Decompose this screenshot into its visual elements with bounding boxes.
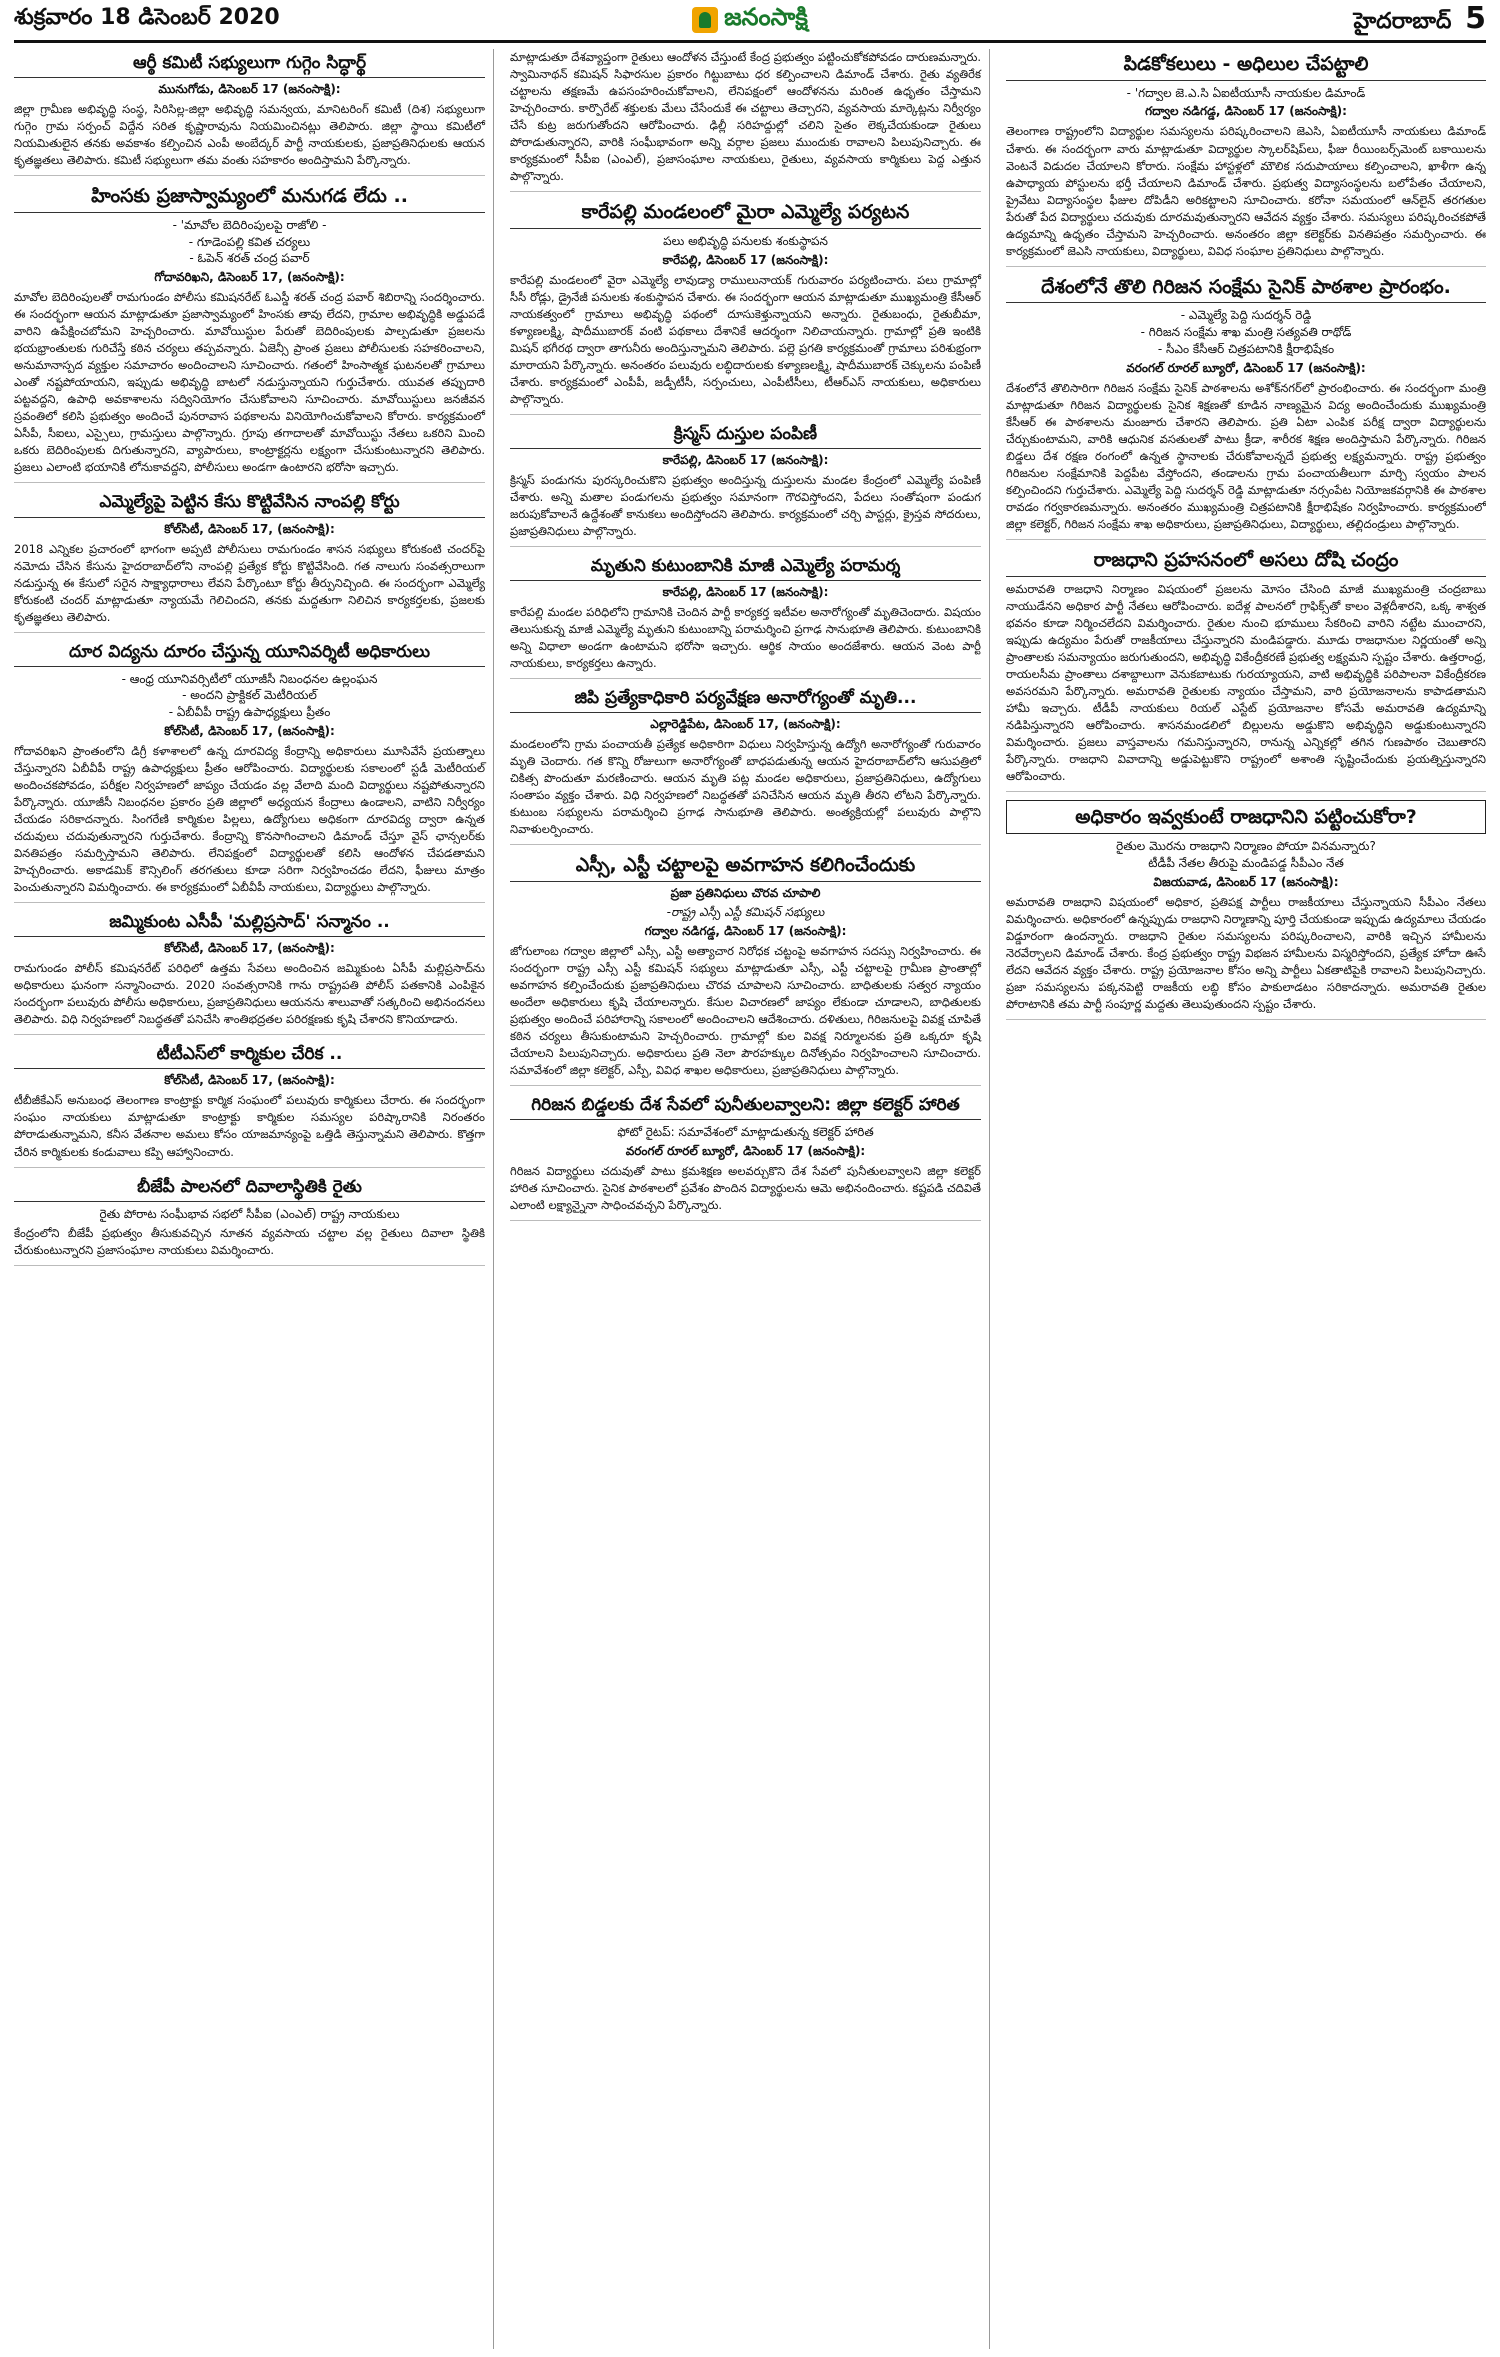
headline: టీటీఎస్‌లో కార్మికుల చేరిక .. xyxy=(14,1043,485,1069)
dateline: ఎల్లారెడ్డిపేట, డిసెంబర్ 17, (జనంసాక్షి): xyxy=(650,717,841,732)
dateline: మునుగోడు, డిసెంబర్ 17 (జనంసాక్షి): xyxy=(158,82,341,97)
article-acp-honour xyxy=(14,911,485,1035)
article-power-capital xyxy=(1006,800,1486,1020)
subhead: - 'మావోల బెదిరింపులపై రాజోలి - xyxy=(172,217,327,232)
dateline: కారేపల్లి, డిసెంబర్ 17 (జనంసాక్షి): xyxy=(662,452,829,467)
dateline: గద్వాల నడిగడ్డ, డిసెంబర్ 17 (జనంసాక్షి): xyxy=(644,923,847,938)
subheads xyxy=(14,217,485,267)
masthead xyxy=(14,0,1486,43)
issue-date: శుక్రవారం 18 డిసెంబర్ 2020 xyxy=(14,5,280,30)
article-body: మాట్లాడుతూ దేశవ్యాప్తంగా రైతులు ఆందోళన చేస్తుంటే కేంద్ర ప్రభుత్వం పట్టించుకోకపోవడం దారుణమన్నారు. స్వామినాథన్ కమిషన్ సిఫారసుల ప్రకారం గిట్టుబాటు ధర కల్పించాలని డిమాండ్ చేశారు. రైతు వ్యతిరేక చట్టాలను తక్షణమే ఉపసంహరించుకోవాలని, లేనిపక్షంలో ఆందోళనను మరింత ఉధృతం చేస్తామని హెచ్చరించారు. కార్పొరేట్ శక్తులకు మేలు చేసేందుకే ఈ చట్టాలు తెచ్చారని, వ్యవసాయ మార్కెట్లను నిర్వీర్యం చేసే కుట్ర జరుగుతోందని ఆరోపించారు. ఢిల్లీ సరిహద్దుల్లో చలిని సైతం లెక్కచేయకుండా రైతులు పోరాడుతున్నారని, వారికి సంఘీభావంగా అన్ని వర్గాల ప్రజలు ముందుకు రావాలని పిలుపునిచ్చారు. ఈ కార్యక్రమంలో సీపీఐ (ఎంఎల్), ప్రజాసంఘాల నాయకులు, రైతులు, వ్యవసాయ కార్మికులు పెద్ద ఎత్తున పాల్గొన్నారు. xyxy=(510,50,981,184)
headline: గిరిజన బిడ్డలకు దేశ సేవలో పునీతులవ్వాలని: జిల్లా కలెక్టర్ హారిత xyxy=(510,1094,981,1120)
subhead: - 'గద్వాల జె.ఎ.సి ఏఐటీయూసీ నాయకుల డిమాండ్ xyxy=(1126,85,1366,100)
dateline: కారేపల్లి, డిసెంబర్ 17 (జనంసాక్షి): xyxy=(662,584,829,599)
article-body: 2018 ఎన్నికల ప్రచారంలో భాగంగా అప్పటి పోలీసులు రామగుండం శాసన సభ్యులు కోరుకంటి చందర్‌పై నమోదు చేసిన కేసును హైదరాబాద్‌లోని నాంపల్లి ప్రత్యేక కోర్టు కొట్టివేసింది. గత నాలుగు సంవత్సరాలుగా నడుస్తున్న ఈ కేసులో సరైన సాక్ష్యాధారాలు లేవని పేర్కొంటూ కోర్టు తీర్పునిచ్చింది. ఈ సందర్భంగా ఎమ్మెల్యే కోరుకంటి చందర్ మాట్లాడుతూ న్యాయమే గెలిచిందని, తనకు మద్దతుగా నిలిచిన కార్యకర్తలకు, ప్రజలకు కృతజ్ఞతలు తెలిపారు. xyxy=(14,541,485,624)
edition-info xyxy=(1066,1,1486,39)
article-body: కారేపల్లి మండల పరిధిలోని గ్రామానికి చెందిన పార్టీ కార్యకర్త ఇటీవల అనారోగ్యంతో మృతిచెందారు. విషయం తెలుసుకున్న మాజీ ఎమ్మెల్యే మృతుని కుటుంబాన్ని పరామర్శించి ప్రగాఢ సానుభూతి తెలిపారు. కుటుంబానికి అన్ని విధాలా అండగా ఉంటామని భరోసా ఇచ్చారు. ఆర్థిక సాయం అందజేశారు. ఆయన వెంట పార్టీ నాయకులు, కార్యకర్తలు ఉన్నారు. xyxy=(510,604,981,671)
headline: ఆర్ఠీ కమిటీ సభ్యులుగా గుగ్గెం సిద్ధార్థ్ xyxy=(14,52,485,78)
headline: అధికారం ఇవ్వకుంటే రాజధానిని పట్టించుకోరా? xyxy=(1006,800,1486,835)
headline: పిడకోకలులు - అధిలుల చేపట్టాలి xyxy=(1006,52,1486,81)
column-1 xyxy=(14,49,494,2349)
subhead: రైతు పోరాట సంఘీభావ సభలో సీపీఐ (ఎంఎల్) రాష్ట్ర నాయకులు xyxy=(99,1206,400,1221)
page-number: 5 xyxy=(1465,1,1486,36)
article-body: జిల్లా గ్రామీణ అభివృద్ధి సంస్థ, సిరిసిల్ల-జిల్లా అభివృద్ధి సమన్వయ, మానిటరింగ్ కమిటీ (దిశ) సభ్యులుగా గుగ్గెం గ్రామ సర్పంచ్ విద్దేన సరిత కృష్ణారావును నియమించినట్లు తెలిపారు. జిల్లా స్థాయి కమిటీలో నియమితులైన తనకు అవకాశం కల్పించిన ఎంపీ అంబేద్కర్‌ పార్టీ నాయకులకు, ప్రజాప్రతినిధులకు ఆయన కృతజ్ఞతలు తెలిపారు. కమిటీ సభ్యులుగా తమ వంతు సహకారం అందిస్తామని పేర్కొన్నారు. xyxy=(14,102,485,168)
headline: హింసకు ప్రజాస్వామ్యంలో మనుగడ లేదు .. xyxy=(14,184,485,213)
headline: ఎస్సీ, ఎస్టీ చట్టాలపై అవగాహన కలిగించేందుకు xyxy=(510,853,981,882)
article-body: తెలంగాణ రాష్ట్రంలోని విద్యార్థుల సమస్యలను పరిష్కరించాలని జెఎసి, ఏఐటీయూసీ నాయకులు డిమాండ్ చేశారు. ఈ సందర్భంగా వారు మాట్లాడుతూ విద్యార్థుల స్కాలర్‌షిప్‌లు, ఫీజు రీయింబర్స్‌మెంట్ బకాయిలను వెంటనే విడుదల చేయాలని కోరారు. సంక్షేమ హాస్టళ్లలో మౌలిక సదుపాయాలు కల్పించాలని, ఖాళీగా ఉన్న ఉపాధ్యాయ పోస్టులను భర్తీ చేయాలని డిమాండ్ చేశారు. ప్రభుత్వ విద్యాసంస్థలను బలోపేతం చేయాలని, ప్రైవేటు విద్యాసంస్థల ఫీజుల దోపిడీని అరికట్టాలని సూచించారు. కరోనా సమయంలో ఆన్‌లైన్ తరగతుల పేరుతో పేద విద్యార్థులు చదువుకు దూరమవుతున్నారని ఆవేదన వ్యక్తం చేశారు. సమస్యలు పరిష్కరించకపోతే ఉద్యమాన్ని ఉధృతం చేస్తామని హెచ్చరించారు. అనంతరం జిల్లా కలెక్టర్‌కు వినతిపత్రం సమర్పించారు. ఈ కార్యక్రమంలో జెఎసి నాయకులు, విద్యార్థులు, వివిధ సంఘాల ప్రతినిధులు పాల్గొన్నారు. xyxy=(1006,124,1486,258)
subhead: - అందని ప్రాక్టికల్ మెటీరియల్ xyxy=(182,688,317,703)
article-body: జోగులాంబ గద్వాల జిల్లాలో ఎస్సీ, ఎస్టీ అత్యాచార నిరోధక చట్టంపై అవగాహన సదస్సు నిర్వహించారు. ఈ సందర్భంగా రాష్ట్ర ఎస్సీ ఎస్టీ కమిషన్ సభ్యులు మాట్లాడుతూ ఎస్సీ, ఎస్టీ చట్టాలపై గ్రామీణ ప్రాంతాల్లో అవగాహన కల్పించేందుకు ప్రజాప్రతినిధులు చొరవ చూపాలని సూచించారు. బాధితులకు సత్వర న్యాయం అందేలా అధికారులు కృషి చేయాలన్నారు. కేసుల విచారణలో జాప్యం లేకుండా చూడాలని, బాధితులకు ప్రభుత్వం అందించే పరిహారాన్ని సకాలంలో అందించాలని ఆదేశించారు. దళితులు, గిరిజనులపై వివక్ష చూపితే కఠిన చర్యలు తీసుకుంటామని హెచ్చరించారు. గ్రామాల్లో కుల వివక్ష నిర్మూలనకు ప్రతి ఒక్కరూ కృషి చేయాలని పిలుపునిచ్చారు. అధికారులు ప్రతి నెలా పౌరహక్కుల దినోత్సవం నిర్వహించాలని సూచించారు. సమావేశంలో జిల్లా కలెక్టర్, ఎస్పీ, వివిధ శాఖల అధికారులు, ప్రజాప్రతినిధులు పాల్గొన్నారు. xyxy=(510,943,981,1078)
subhead: - ఏబీవీపీ రాష్ట్ర ఉపాధ్యక్షులు ప్రీతం xyxy=(168,705,331,720)
article-court-case xyxy=(14,491,485,632)
photo-caption: ఫోటో రైటప్: సమావేశంలో మాట్లాడుతున్న కలెక్టర్ హారిత xyxy=(617,1125,874,1140)
article-body: మావోల బెదిరింపులతో రామగుండం పోలీసు కమిషనరేట్ ఓఎస్డీ శరత్ చంద్ర పవార్ శిబిరాన్ని సందర్శించారు. ఈ సందర్భంగా ఆయన మాట్లాడుతూ ప్రజాస్వామ్యంలో హింసకు తావు లేదని, గ్రామాల అభివృద్ధికి అడ్డుపడే వారిని ఉపేక్షించబోమని హెచ్చరించారు. మావోయిస్టుల పేరుతో బెదిరింపులకు పాల్పడుతూ ప్రజలను భయభ్రాంతులకు గురిచేస్తే కఠిన చర్యలు తప్పవన్నారు. ఏజెన్సీ ప్రాంత ప్రజలు పోలీసులకు సహకరించాలని, అనుమానాస్పద వ్యక్తుల సమాచారం అందించాలని సూచించారు. గతంలో హింసాత్మక ఘటనలతో గ్రామాలు ఎంతో నష్టపోయాయని, ఇప్పుడు అభివృద్ధి బాటలో నడుస్తున్నాయని గుర్తుచేశారు. యువత తప్పుదారి పట్టవద్దని, ఉపాధి అవకాశాలను సద్వినియోగం చేసుకోవాలని సూచించారు. మావోయిస్టులు జనజీవన స్రవంతిలో కలిసి ప్రభుత్వం అందించే పునరావాస పథకాలను వినియోగించుకోవాలని కోరారు. కార్యక్రమంలో ఏసీపీ, సీఐలు, ఎస్సైలు, గ్రామస్తులు పాల్గొన్నారు. గ్రూపు తగాదాలతో మావోయిస్టు నేతలు ఒకరిని మించి ఒకరు బెదిరింపులకు దిగుతున్నారని, వ్యాపారులు, కాంట్రాక్టర్లను లక్ష్యంగా చేసుకుంటున్నారని తెలిపారు. ప్రజలు ఎలాంటి భయానికి లోనుకావద్దని, పోలీసులు అండగా ఉంటారని భరోసా ఇచ్చారు. xyxy=(14,290,485,475)
logo-icon xyxy=(692,7,718,33)
article-mla-visit xyxy=(510,200,981,415)
article-distance-education xyxy=(14,641,485,904)
dateline: కోల్‌సిటీ, డిసెంబర్ 17, (జనంసాక్షి): xyxy=(164,941,335,956)
headline: ఎమ్మెల్యేపై పెట్టిన కేసు కొట్టివేసిన నాంపల్లి కోర్టు xyxy=(14,491,485,517)
article-body: గోదావరిఖని ప్రాంతంలోని డిగ్రీ కళాశాలలో ఉన్న దూరవిద్య కేంద్రాన్ని అధికారులు మూసివేసే ప్రయత్నాలు చేస్తున్నారని ఏబీవీపీ రాష్ట్ర ఉపాధ్యక్షులు ప్రీతం ఆరోపించారు. విద్యార్థులకు సకాలంలో స్టడీ మెటీరియల్ అందించకపోవడం, పరీక్షల నిర్వహణలో జాప్యం చేయడం వల్ల వేలాది మంది విద్యార్థులు నష్టపోతున్నారని పేర్కొన్నారు. యూజీసీ నిబంధనల ప్రకారం ప్రతి జిల్లాలో అధ్యయన కేంద్రాలు ఉండాలని, వాటిని నిర్వీర్యం చేయడం సరికాదన్నారు. సింగరేణి కార్మికుల పిల్లలు, ఉద్యోగులు అధికంగా దూరవిద్య ద్వారా ఉన్నత చదువులు చదువుతున్నారని గుర్తుచేశారు. కేంద్రాన్ని కొనసాగించాలని డిమాండ్ చేస్తూ వైస్ ఛాన్సలర్‌కు వినతిపత్రం సమర్పిస్తామని తెలిపారు. లేనిపక్షంలో విద్యార్థులతో కలిసి ఆందోళన చేపడతామని హెచ్చరించారు. అకాడమిక్ కౌన్సిలింగ్ తరగతులు కూడా సరిగా నిర్వహించడం లేదని, ఫీజులు మాత్రం పెంచుతున్నారని విమర్శించారు. ఈ కార్యక్రమంలో ఏబీవీపీ నాయకులు, విద్యార్థులు పాల్గొన్నారు. xyxy=(14,744,485,895)
subhead: - ఆంధ్ర యూనివర్సిటీలో యూజీసీ నిబంధనల ఉల్లంఘన xyxy=(121,671,378,686)
article-farmers-continued xyxy=(510,49,981,192)
subhead: - ఎమ్మెల్యే పెద్ది సుదర్శన్ రెడ్డి xyxy=(1180,308,1312,323)
article-tribal-service xyxy=(510,1094,981,1221)
subhead: - ఓపెన్ శరత్ చంద్ర పవార్ xyxy=(189,251,310,266)
headline: దేశంలోనే తొలి గిరిజన సంక్షేమ సైనిక్ పాఠశాల ప్రారంభం. xyxy=(1006,275,1486,304)
strapline: ప్రజా ప్రతినిధులు చొరవ చూపాలి xyxy=(670,885,821,900)
article-committee-member xyxy=(14,52,485,176)
article-sainik-school xyxy=(1006,275,1486,540)
article-christmas-clothes xyxy=(510,423,981,547)
article-body: మండలంలోని గ్రామ పంచాయతీ ప్రత్యేక అధికారిగా విధులు నిర్వహిస్తున్న ఉద్యోగి అనారోగ్యంతో గురువారం మృతి చెందారు. గత కొన్ని రోజులుగా అనారోగ్యంతో బాధపడుతున్న ఆయన హైదరాబాద్‌లోని ఆసుపత్రిలో చికిత్స పొందుతూ మరణించారు. ఆయన మృతి పట్ల మండల అధికారులు, ప్రజాప్రతినిధులు, ఉద్యోగులు సంతాపం వ్యక్తం చేశారు. విధి నిర్వహణలో నిబద్ధతతో పనిచేసిన ఆయన మృతి తీరని లోటని పేర్కొన్నారు. కుటుంబ సభ్యులను పరామర్శించి ప్రగాఢ సానుభూతి తెలిపారు. అంత్యక్రియల్లో పలువురు పాల్గొని నివాళులర్పించారు. xyxy=(510,737,981,837)
article-condolence xyxy=(510,555,981,679)
article-capital-farce xyxy=(1006,548,1486,792)
subheads xyxy=(1006,307,1486,357)
article-columns xyxy=(14,49,1486,2349)
headline: జమ్మికుంట ఎసీపీ 'మల్లిప్రసాద్' సన్మానం .. xyxy=(14,911,485,937)
headline: దూర విద్యను దూరం చేస్తున్న యూనివర్శిటీ అధికారులు xyxy=(14,641,485,667)
subhead: టీడీపీ నేతల తీరుపై మండిపడ్డ సీపీఎం నేత xyxy=(1148,856,1344,871)
article-officer-death xyxy=(510,687,981,845)
headline: రాజధాని ప్రహసనంలో అసలు దోషి చంద్రం xyxy=(1006,548,1486,577)
edition-city: హైదరాబాద్ xyxy=(1353,9,1452,34)
article-body: కేంద్రంలోని బీజేపీ ప్రభుత్వం తీసుకువచ్చిన నూతన వ్యవసాయ చట్టాల వల్ల రైతులు దివాలా స్థితికి చేరుకుంటున్నారని ప్రజాసంఘాల నాయకులు విమర్శించారు. xyxy=(14,1226,485,1258)
article-body: అమరావతి రాజధాని నిర్మాణం విషయంలో ప్రజలను మోసం చేసింది మాజీ ముఖ్యమంత్రి చంద్రబాబు నాయుడేనని అధికార పార్టీ నేతలు ఆరోపించారు. ఐదేళ్ల పాలనలో గ్రాఫిక్స్‌తో కాలం వెళ్లదీశారని, ఒక్క శాశ్వత భవనం కూడా నిర్మించలేదని విమర్శించారు. రైతుల నుంచి భూములు సేకరించి వారిని నట్టేట ముంచారని, ఇప్పుడు ఉద్యమం పేరుతో రాజకీయాలు చేస్తున్నారని మండిపడ్డారు. మూడు రాజధానుల నిర్ణయంతో అన్ని ప్రాంతాలకు సమన్యాయం జరుగుతుందని, అభివృద్ధి వికేంద్రీకరణే ప్రభుత్వ లక్ష్యమని స్పష్టం చేశారు. ఉత్తరాంధ్ర, రాయలసీమ ప్రాంతాలు దశాబ్దాలుగా వెనుకబాటుకు గురయ్యాయని, వాటి అభివృద్ధికి పరిపాలనా వికేంద్రీకరణ అవసరమని పేర్కొన్నారు. అమరావతి రైతులకు న్యాయం చేస్తామని, వారి ప్రయోజనాలను కాపాడతామని హామీ ఇచ్చారు. టీడీపీ నాయకులు రియల్ ఎస్టేట్ ప్రయోజనాల కోసమే అమరావతి ఉద్యమాన్ని నడిపిస్తున్నారని ఆరోపించారు. శాసనమండలిలో బిల్లులను అడ్డుకొని అభివృద్ధిని అడ్డుకుంటున్నారని విమర్శించారు. ప్రజలు వాస్తవాలను గమనిస్తున్నారని, రానున్న ఎన్నికల్లో తగిన గుణపాఠం చెబుతారని పేర్కొన్నారు. రాజధాని వివాదాన్ని అడ్డుపెట్టుకొని రాష్ట్రంలో అశాంతి సృష్టించేందుకు ప్రయత్నిస్తున్నారని ఆరోపించారు. xyxy=(1006,581,1486,783)
article-workers-join xyxy=(14,1043,485,1167)
headline: మృతుని కుటుంబానికి మాజీ ఎమ్మెల్యే పరామర్శ xyxy=(510,555,981,581)
dateline: వరంగల్ రూరల్ బ్యూరో, డిసెంబర్ 17 (జనంసాక్షి): xyxy=(1126,360,1366,375)
subhead: - సీఎం కేసీఆర్ చిత్రపటానికి క్షీరాభిషేకం xyxy=(1157,341,1335,356)
article-student-demands xyxy=(1006,52,1486,267)
dateline: గద్వాల నడిగడ్డ, డిసెంబర్ 17 (జనంసాక్షి): xyxy=(1145,104,1347,119)
dateline: కారేపల్లి, డిసెంబర్ 17 (జనంసాక్షి): xyxy=(662,252,829,267)
article-body: టీబీజీకేఎస్ అనుబంధ తెలంగాణ కాంట్రాక్టు కార్మిక సంఘంలో పలువురు కార్మికులు చేరారు. ఈ సందర్భంగా సంఘం నాయకులు మాట్లాడుతూ కాంట్రాక్టు కార్మికుల సమస్యల పరిష్కారానికి నిరంతరం పోరాడుతున్నామని, కనీస వేతనాల అమలు కోసం యాజమాన్యంపై ఒత్తిడి తెస్తున్నామని తెలిపారు. కొత్తగా చేరిన కార్మికులకు కండువాలు కప్పి ఆహ్వానించారు. xyxy=(14,1093,485,1159)
dateline: కోల్‌సిటీ, డిసెంబర్ 17, (జనంసాక్షి): xyxy=(164,1073,335,1088)
subhead: రైతుల మొరను రాజధాని నిర్మాణం పోయా వినమన్నారు? xyxy=(1116,839,1376,854)
column-3 xyxy=(1006,49,1486,2349)
dateline: విజయవాడ, డిసెంబర్ 17 (జనంసాక్షి): xyxy=(1153,874,1339,889)
article-body: గిరిజన విద్యార్థులు చదువుతో పాటు క్రమశిక్షణ అలవర్చుకొని దేశ సేవలో పునీతులవ్వాలని జిల్లా కలెక్టర్ హారిత సూచించారు. సైనిక పాఠశాలలో ప్రవేశం పొందిన విద్యార్థులను ఆమె అభినందించారు. కష్టపడి చదివితే ఎలాంటి లక్ష్యాన్నైనా సాధించవచ్చని పేర్కొన్నారు. xyxy=(510,1163,981,1212)
dateline: కోల్‌సిటీ, డిసెంబర్ 17, (జనంసాక్షి): xyxy=(164,521,335,536)
subheads xyxy=(1006,838,1486,872)
article-body: అమరావతి రాజధాని విషయంలో అధికార, ప్రతిపక్ష పార్టీలు రాజకీయాలు చేస్తున్నాయని సీపీఎం నేతలు విమర్శించారు. అధికారంలో ఉన్నప్పుడు రాజధాని నిర్మాణాన్ని పూర్తి చేయకుండా ఇప్పుడు ఉద్యమాలు చేయడం విడ్డూరంగా ఉందన్నారు. రాజధాని రైతుల సమస్యలను పరిష్కరించాలని, వారికి ఇచ్చిన హామీలను నెరవేర్చాలని డిమాండ్ చేశారు. కేంద్ర ప్రభుత్వం రాష్ట్ర విభజన హామీలను విస్మరిస్తోందని, ప్రత్యేక హోదా ఊసే లేదని ఆవేదన వ్యక్తం చేశారు. రాష్ట్ర ప్రయోజనాల కోసం అన్ని పార్టీలు ఏకతాటిపైకి రావాలని పిలుపునిచ్చారు. ప్రజా సమస్యలను పక్కనపెట్టి రాజకీయ లబ్ధి కోసం పాకులాడటం సరికాదన్నారు. అమరావతి రైతుల పోరాటానికి తమ పార్టీ సంపూర్ణ మద్దతు తెలుపుతుందని స్పష్టం చేశారు. xyxy=(1006,894,1486,1012)
headline: జిపి ప్రత్యేకాధికారి పర్యవేక్షణ అనారోగ్యంతో మృతి... xyxy=(510,687,981,713)
article-body: రామగుండం పోలీస్ కమిషనరేట్ పరిధిలో ఉత్తమ సేవలు అందించిన జమ్మికుంట ఏసీపీ మల్లిప్రసాద్‌ను అధికారులు ఘనంగా సన్మానించారు. 2020 సంవత్సరానికి గాను రాష్ట్రపతి పోలీస్ పతకానికి ఎంపికైన సందర్భంగా పలువురు పోలీసు అధికారులు, ప్రజాప్రతినిధులు ఆయనను శాలువాతో సత్కరించి అభినందనలు తెలిపారు. విధి నిర్వహణలో నిబద్ధతతో పనిచేసి శాంతిభద్రతల పరిరక్షణకు కృషి చేశారని కొనియాడారు. xyxy=(14,961,485,1027)
article-body: దేశంలోనే తొలిసారిగా గిరిజన సంక్షేమ సైనిక్ పాఠశాలను అశోక్‌నగర్‌లో ప్రారంభించారు. ఈ సందర్భంగా మంత్రి మాట్లాడుతూ గిరిజన విద్యార్థులకు సైనిక శిక్షణతో కూడిన నాణ్యమైన విద్య అందించేందుకు ముఖ్యమంత్రి కేసీఆర్ ఈ పాఠశాలను మంజూరు చేశారని తెలిపారు. ప్రతి ఏటా ఎంపిక పరీక్ష ద్వారా విద్యార్థులను చేర్చుకుంటామని, వారికి ఆధునిక వసతులతో పాటు క్రీడా, శారీరక శిక్షణ అందిస్తామని పేర్కొన్నారు. గిరిజన బిడ్డలు దేశ రక్షణ రంగంలో ఉన్నత స్థానాలకు చేరుకోవాలన్నదే ప్రభుత్వ లక్ష్యమన్నారు. రాష్ట్ర ప్రభుత్వం గిరిజనుల సంక్షేమానికి పెద్దపీట వేస్తోందని, తండాలను గ్రామ పంచాయతీలుగా మార్చి స్వయం పాలన కల్పించిందని గుర్తుచేశారు. ఎమ్మెల్యే పెద్ది సుదర్శన్ రెడ్డి మాట్లాడుతూ నర్సంపేట నియోజకవర్గానికి ఈ పాఠశాల రావడం గర్వకారణమన్నారు. అనంతరం ముఖ్యమంత్రి చిత్రపటానికి క్షీరాభిషేకం నిర్వహించారు. కార్యక్రమంలో జిల్లా కలెక్టర్, గిరిజన సంక్షేమ శాఖ అధికారులు, ప్రజాప్రతినిధులు, విద్యార్థులు, తల్లిదండ్రులు పాల్గొన్నారు. xyxy=(1006,380,1486,531)
subheads xyxy=(14,671,485,721)
article-violence-democracy xyxy=(14,184,485,483)
article-sc-st-awareness xyxy=(510,853,981,1086)
dateline: కోల్‌సిటీ, డిసెంబర్ 17, (జనంసాక్షి): xyxy=(164,724,335,739)
article-body: క్రిస్మస్ పండుగను పురస్కరించుకొని ప్రభుత్వం అందిస్తున్న దుస్తులను మండల కేంద్రంలో ఎమ్మెల్యే పంపిణీ చేశారు. అన్ని మతాల పండుగలను ప్రభుత్వం సమానంగా గౌరవిస్తోందని, పేదలు సంతోషంగా పండుగ జరుపుకోవాలనే ఉద్దేశంతో కానుకలు అందిస్తోందని తెలిపారు. కార్యక్రమంలో చర్చి పాస్టర్లు, క్రైస్తవ సోదరులు, ప్రజాప్రతినిధులు పాల్గొన్నారు. xyxy=(510,472,981,538)
dateline: వరంగల్ రూరల్ బ్యూరో, డిసెంబర్ 17 (జనంసాక్షి): xyxy=(625,1143,866,1158)
article-farmers-bjp xyxy=(14,1176,485,1267)
subhead: పలు అభివృద్ధి పనులకు శంకుస్థాపన xyxy=(663,233,828,248)
column-2 xyxy=(510,49,990,2349)
headline: క్రిస్మస్ దుస్తుల పంపిణీ xyxy=(510,423,981,449)
logo-text: జనంసాక్షి xyxy=(724,3,808,31)
dateline: గోదావరిఖని, డిసెంబర్ 17, (జనంసాక్షి): xyxy=(154,270,345,285)
newspaper-logo xyxy=(692,3,808,37)
subhead: - గిరిజన సంక్షేమ శాఖ మంత్రి సత్యవతి రాథోడ్ xyxy=(1140,325,1352,340)
speaker: -రాష్ట్ర ఎస్సీ ఎస్టీ కమిషన్ సభ్యులు xyxy=(666,904,825,919)
headline: కారేపల్లి మండలంలో మైరా ఎమ్మెల్యే పర్యటన xyxy=(510,200,981,229)
subhead: - గూడెంపల్లి కవిత చర్యలు xyxy=(188,234,311,249)
article-body: కారేపల్లి మండలంలో వైరా ఎమ్మెల్యే లావుడ్యా రాములునాయక్ గురువారం పర్యటించారు. పలు గ్రామాల్లో సీసీ రోడ్లు, డ్రైనేజీ పనులకు శంకుస్థాపన చేశారు. ఈ సందర్భంగా ఆయన మాట్లాడుతూ ముఖ్యమంత్రి కేసీఆర్ నాయకత్వంలో గ్రామాలు అభివృద్ధి పథంలో దూసుకెళ్తున్నాయని అన్నారు. రైతుబంధు, రైతుబీమా, కళ్యాణలక్ష్మి, షాదీముబారక్ వంటి పథకాలు దేశానికే ఆదర్శంగా నిలిచాయన్నారు. గ్రామాల్లో ప్రతి ఇంటికి మిషన్ భగీరథ ద్వారా తాగునీరు అందిస్తున్నామని తెలిపారు. పల్లె ప్రగతి కార్యక్రమంతో గ్రామాలు పరిశుభ్రంగా మారాయని పేర్కొన్నారు. అనంతరం పలువురు లబ్ధిదారులకు కళ్యాణలక్ష్మి, షాదీముబారక్ చెక్కులను పంపిణీ చేశారు. కార్యక్రమంలో ఎంపీపీ, జడ్పీటీసీ, సర్పంచులు, ఎంపీటీసీలు, టీఆర్ఎస్ నాయకులు, అధికారులు పాల్గొన్నారు. xyxy=(510,272,981,406)
headline: బీజేపీ పాలనలో దివాలాస్థితికి రైతు xyxy=(14,1176,485,1202)
